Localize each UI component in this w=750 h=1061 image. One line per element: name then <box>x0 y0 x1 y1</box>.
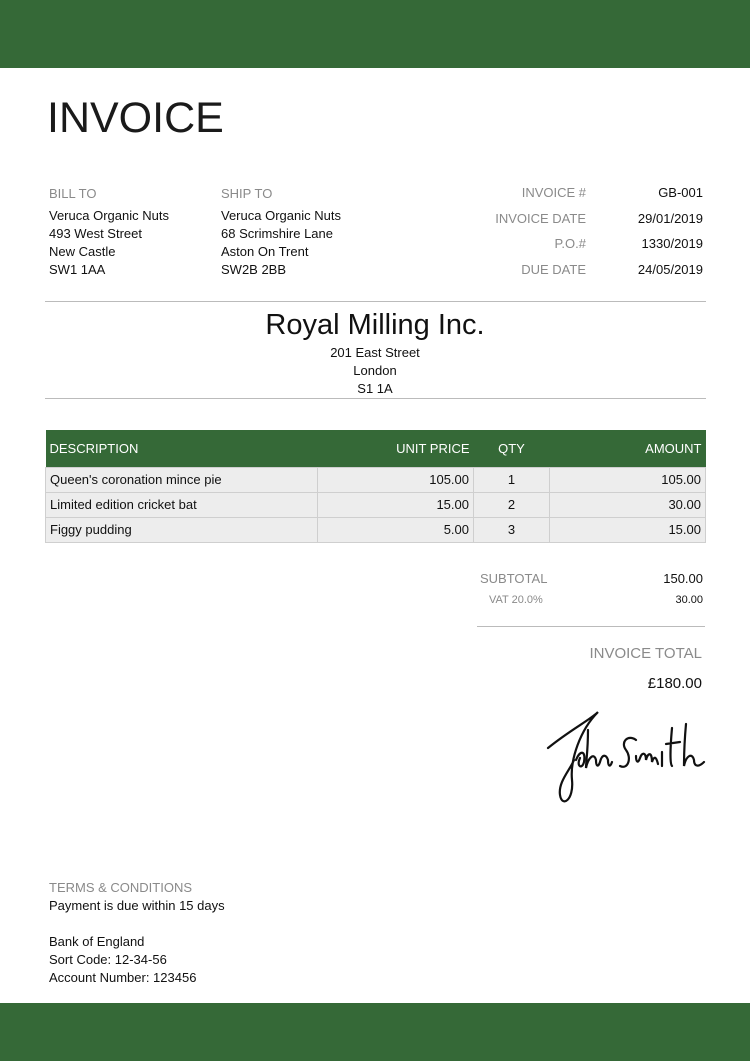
col-amount: AMOUNT <box>550 430 706 467</box>
bill-to-line: New Castle <box>49 244 116 259</box>
subtotal-value: 150.00 <box>663 571 703 586</box>
bill-to-line: 493 West Street <box>49 226 142 241</box>
page-title: INVOICE <box>47 94 224 142</box>
cell: 15.00 <box>550 517 706 542</box>
vat-label: VAT 20.0% <box>489 594 543 606</box>
meta-value: 1330/2019 <box>641 236 703 251</box>
bank-line: Bank of England <box>49 934 145 949</box>
cell: Figgy pudding <box>46 517 318 542</box>
meta-value: GB-001 <box>658 185 703 200</box>
company-line: 201 East Street <box>330 345 420 360</box>
divider <box>45 398 706 399</box>
bank-line: Sort Code: 12-34-56 <box>49 952 167 967</box>
bill-to <box>49 185 169 279</box>
cell: Limited edition cricket bat <box>46 492 318 517</box>
table-row <box>46 467 706 492</box>
col-description: DESCRIPTION <box>46 430 318 467</box>
cell: 15.00 <box>318 492 474 517</box>
ship-to-line: 68 Scrimshire Lane <box>221 226 333 241</box>
subtotal-row <box>477 571 703 586</box>
divider <box>45 301 706 302</box>
meta-label: INVOICE # <box>521 185 586 200</box>
company-line: S1 1A <box>357 381 393 396</box>
meta-label: INVOICE DATE <box>495 210 586 226</box>
cell: Queen's coronation mince pie <box>46 467 318 492</box>
table-header <box>46 430 706 467</box>
header-bar <box>0 0 750 68</box>
signature-image <box>540 700 710 810</box>
subtotal-label: SUBTOTAL <box>480 571 548 586</box>
ship-to-line: SW2B 2BB <box>221 262 287 277</box>
bill-to-line: SW1 1AA <box>49 262 106 277</box>
terms-block <box>49 879 225 987</box>
terms-text: Payment is due within 15 days <box>49 898 225 913</box>
col-qty: QTY <box>474 430 550 467</box>
company-name: Royal Milling Inc. <box>265 309 485 341</box>
cell: 2 <box>474 492 550 517</box>
bill-to-label: BILL TO <box>49 186 97 201</box>
invoice-meta <box>470 185 703 287</box>
cell: 5.00 <box>318 517 474 542</box>
ship-to <box>221 185 341 279</box>
meta-value: 29/01/2019 <box>637 210 703 226</box>
ship-to-line: Aston On Trent <box>221 244 309 259</box>
line-items-table <box>45 430 706 543</box>
table-row <box>46 492 706 517</box>
vat-value: 30.00 <box>675 594 703 606</box>
invoice-total-label: INVOICE TOTAL <box>589 645 702 662</box>
col-unit-price: UNIT PRICE <box>318 430 474 467</box>
cell: 30.00 <box>550 492 706 517</box>
cell: 3 <box>474 517 550 542</box>
cell: 105.00 <box>550 467 706 492</box>
meta-label: DUE DATE <box>521 261 586 277</box>
ship-to-label: SHIP TO <box>221 186 273 201</box>
ship-to-line: Veruca Organic Nuts <box>221 208 341 223</box>
footer-bar <box>0 1003 750 1061</box>
terms-label: TERMS & CONDITIONS <box>49 880 193 895</box>
table-row <box>46 517 706 542</box>
meta-value: 24/05/2019 <box>637 261 703 277</box>
bill-to-line: Veruca Organic Nuts <box>49 208 169 223</box>
company-line: London <box>353 363 397 378</box>
vat-row <box>477 594 703 606</box>
invoice-total-value: £180.00 <box>647 675 702 692</box>
bank-line: Account Number: 123456 <box>49 970 197 985</box>
cell: 1 <box>474 467 550 492</box>
divider <box>477 626 705 627</box>
meta-label: P.O.# <box>554 236 586 251</box>
company-block <box>0 308 750 398</box>
cell: 105.00 <box>318 467 474 492</box>
